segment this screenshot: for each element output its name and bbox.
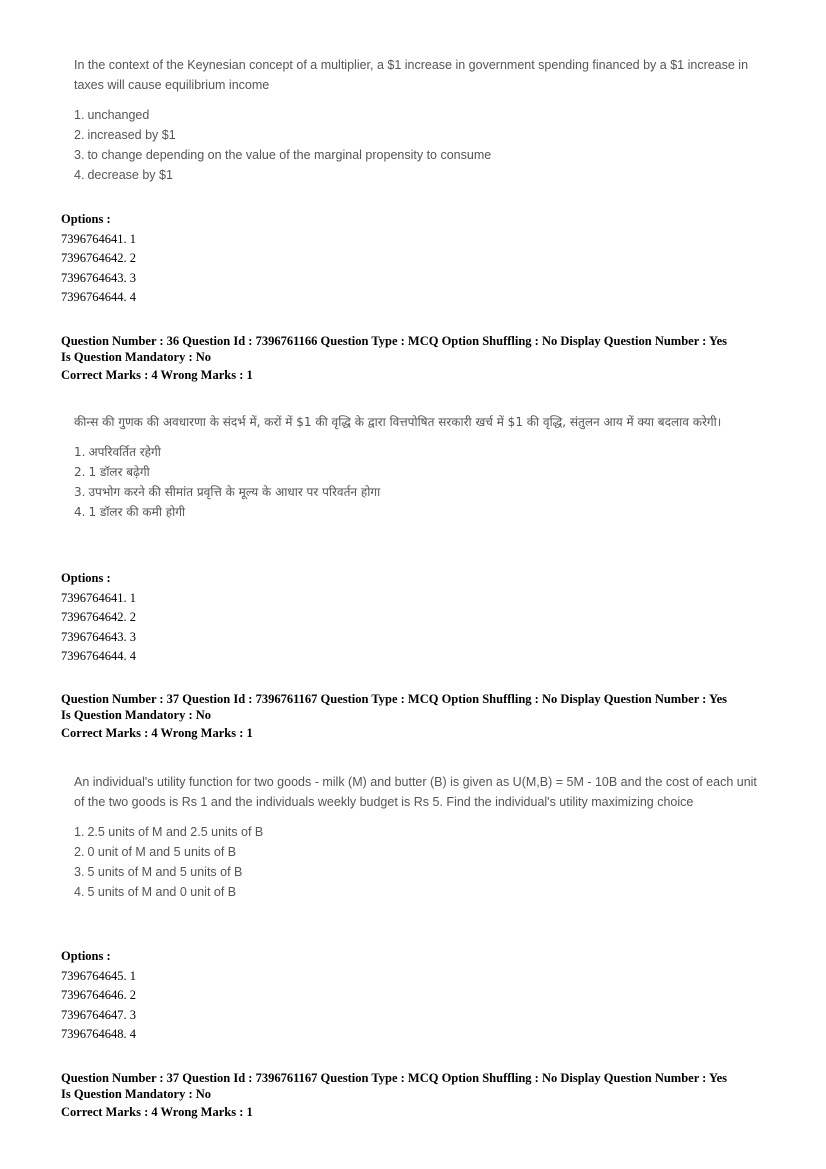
meta-line: Question Number : 37 Question Id : 7396761167 Question Type : MCQ Option Shuffling : No Display Question Number : Yes — [61, 692, 728, 706]
meta-line: Is Question Mandatory : No — [61, 350, 212, 364]
question-meta-q37 — [61, 691, 776, 741]
option-id: 7396764641. 1 — [61, 231, 136, 246]
options-list — [61, 210, 136, 308]
choice-list — [74, 105, 774, 185]
choice-item: 1. 2.5 units of M and 2.5 units of B — [74, 825, 264, 839]
option-id: 7396764644. 4 — [61, 649, 136, 663]
choice-item: 2. 1 डॉलर बढ़ेगी — [74, 465, 150, 479]
option-id: 7396764643. 3 — [61, 629, 136, 644]
meta-line: Is Question Mandatory : No — [61, 1087, 212, 1101]
option-id: 7396764647. 3 — [61, 1007, 136, 1022]
options-label: Options : — [61, 949, 111, 963]
meta-line: Correct Marks : 4 Wrong Marks : 1 — [61, 1105, 253, 1119]
choice-item: 3. उपभोग करने की सीमांत प्रवृत्ति के मूल्य के आधार पर परिवर्तन होगा — [74, 485, 381, 499]
question-text: कीन्स की गुणक की अवधारणा के संदर्भ में, करों में $1 की वृद्धि के द्वारा वित्तपोषित सरकारी खर्च में $1 की वृद्धि, संतुलन आय में क्या बदलाव करेगी। — [74, 415, 722, 429]
choice-item: 3. 5 units of M and 5 units of B — [74, 865, 243, 879]
options-list — [61, 569, 136, 667]
choice-item: 3. to change depending on the value of the marginal propensity to consume — [74, 148, 492, 162]
meta-line: Is Question Mandatory : No — [61, 708, 212, 722]
choice-list — [74, 442, 774, 522]
choice-list — [74, 822, 764, 902]
option-id: 7396764645. 1 — [61, 968, 136, 983]
choice-item: 1. अपरिवर्तित रहेगी — [74, 445, 161, 459]
choice-item: 4. 5 units of M and 0 unit of B — [74, 885, 237, 899]
option-id: 7396764646. 2 — [61, 988, 136, 1002]
question-image-q37-english — [74, 772, 764, 902]
question-image-q35-english — [74, 55, 774, 185]
question-image-q36-hindi — [74, 412, 774, 522]
choice-item: 1. unchanged — [74, 108, 150, 122]
option-id: 7396764644. 4 — [61, 290, 136, 304]
option-id: 7396764643. 3 — [61, 270, 136, 285]
meta-line: Question Number : 36 Question Id : 7396761166 Question Type : MCQ Option Shuffling : No Display Question Number : Yes — [61, 334, 728, 348]
meta-line: Correct Marks : 4 Wrong Marks : 1 — [61, 726, 253, 740]
question-text: An individual's utility function for two goods - milk (M) and butter (B) is given as U(M,B) = 5M - 10B and the cost of each unit of the two goods is Rs 1 and the individuals weekly budget is Rs 5. Find the individual's utility maximizing choice — [74, 775, 757, 809]
choice-item: 2. increased by $1 — [74, 128, 176, 142]
option-id: 7396764648. 4 — [61, 1027, 136, 1041]
options-label: Options : — [61, 571, 111, 585]
choice-item: 2. 0 unit of M and 5 units of B — [74, 845, 237, 859]
question-meta-q36 — [61, 333, 776, 383]
option-id: 7396764642. 2 — [61, 251, 136, 265]
meta-line: Correct Marks : 4 Wrong Marks : 1 — [61, 368, 253, 382]
question-meta-q37-repeat — [61, 1070, 776, 1120]
choice-item: 4. decrease by $1 — [74, 168, 173, 182]
choice-item: 4. 1 डॉलर की कमी होगी — [74, 505, 186, 519]
option-id: 7396764641. 1 — [61, 590, 136, 605]
option-id: 7396764642. 2 — [61, 610, 136, 624]
options-list — [61, 947, 136, 1045]
options-label: Options : — [61, 212, 111, 226]
question-text: In the context of the Keynesian concept of a multiplier, a $1 increase in government spending financed by a $1 increase in taxes will cause equilibrium income — [74, 58, 749, 92]
meta-line: Question Number : 37 Question Id : 7396761167 Question Type : MCQ Option Shuffling : No Display Question Number : Yes — [61, 1071, 728, 1085]
